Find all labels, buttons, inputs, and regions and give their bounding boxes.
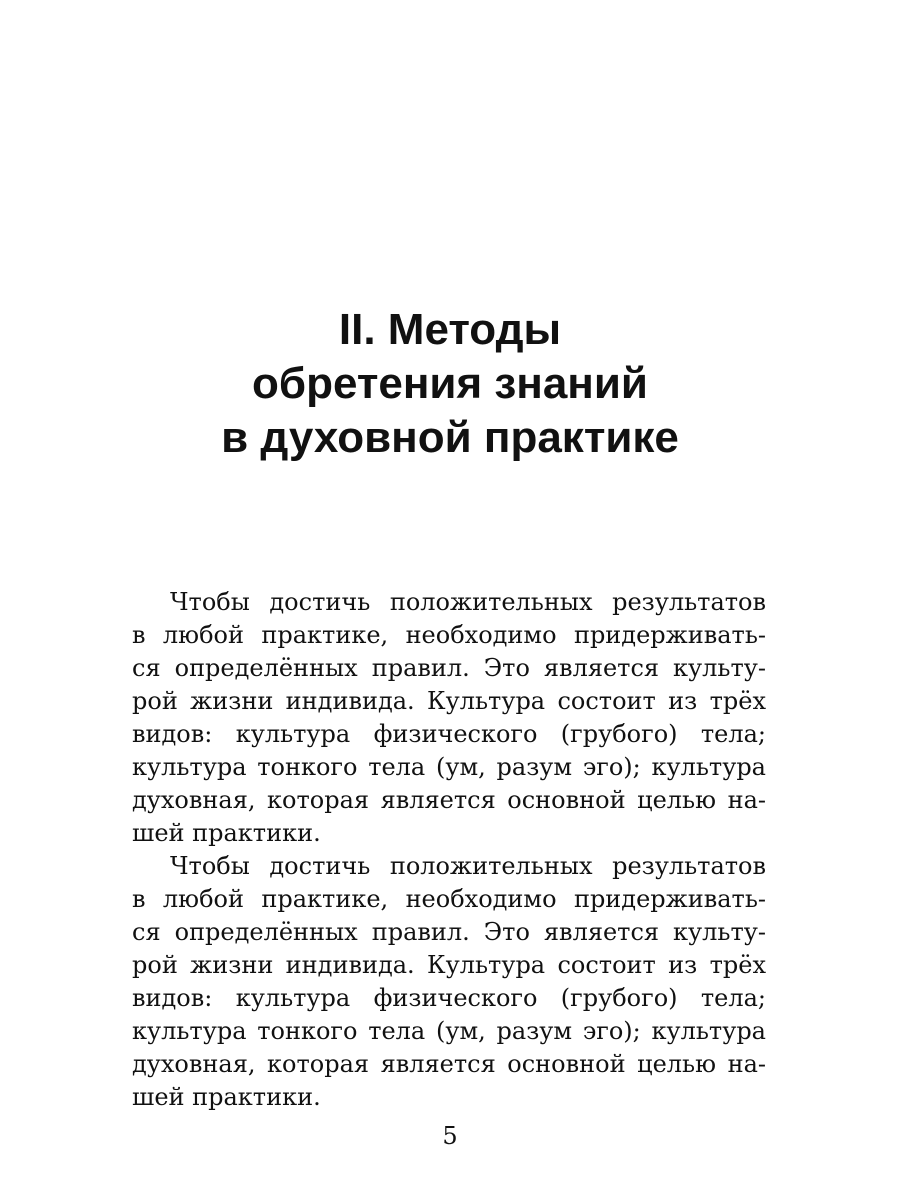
- page-number: 5: [442, 1122, 458, 1150]
- text-line: духовная, которая является основной целью на-: [132, 786, 766, 814]
- text-line: видов: культура физического (грубого) тела;: [132, 984, 766, 1012]
- text-line: духовная, которая является основной целью на-: [132, 1050, 766, 1078]
- text-line: шей практики.: [132, 819, 321, 847]
- text-line: в любой практике, необходимо придерживать-: [132, 621, 766, 649]
- text-line: Чтобы достичь положительных результатов: [170, 852, 766, 880]
- chapter-title-line: обретения знаний: [252, 359, 648, 408]
- chapter-title-line: II. Методы: [338, 305, 562, 354]
- text-line: рой жизни индивида. Культура состоит из трёх: [132, 687, 766, 715]
- chapter-title-line: в духовной практике: [221, 413, 679, 462]
- text-line: в любой практике, необходимо придерживать-: [132, 885, 766, 913]
- text-line: культура тонкого тела (ум, разум эго); культура: [132, 753, 766, 781]
- body-text: [132, 586, 766, 1114]
- paragraph: [132, 850, 766, 1114]
- paragraph: [132, 586, 766, 850]
- text-line: ся определённых правил. Это является культу-: [132, 918, 766, 946]
- text-line: рой жизни индивида. Культура состоит из трёх: [132, 951, 766, 979]
- text-line: шей практики.: [132, 1083, 321, 1111]
- chapter-title: [0, 303, 900, 465]
- text-line: культура тонкого тела (ум, разум эго); культура: [132, 1017, 766, 1045]
- text-line: видов: культура физического (грубого) тела;: [132, 720, 766, 748]
- text-line: Чтобы достичь положительных результатов: [170, 588, 766, 616]
- text-line: ся определённых правил. Это является культу-: [132, 654, 766, 682]
